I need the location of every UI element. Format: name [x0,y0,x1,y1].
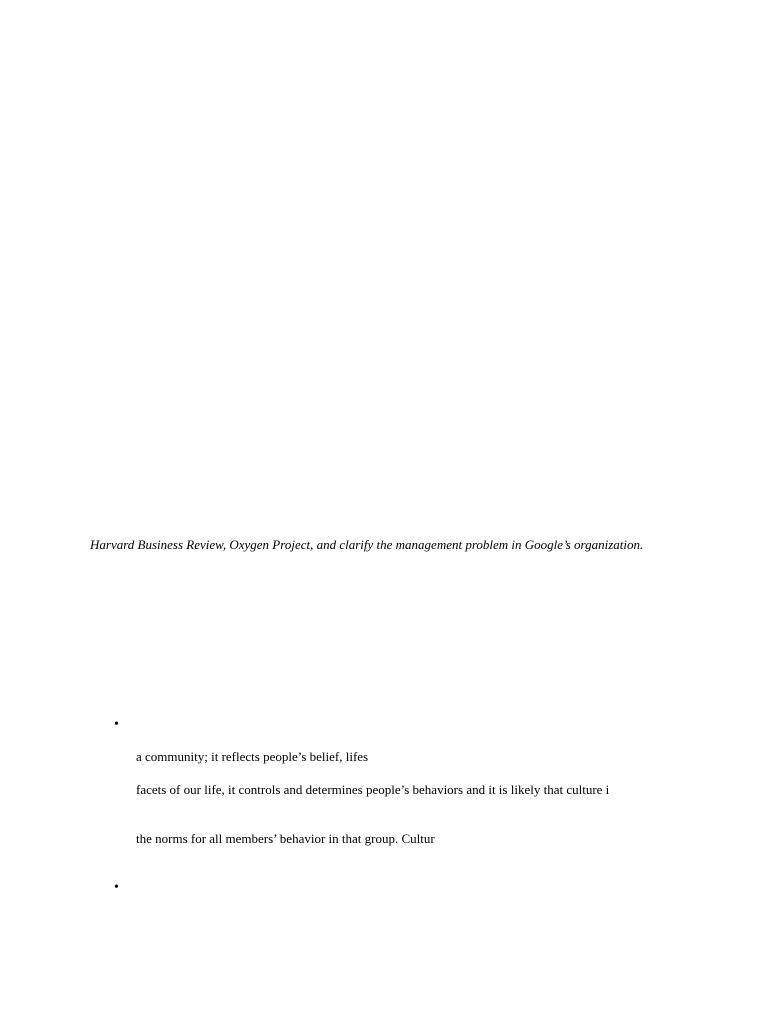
bullet-1-line-3: the norms for all members’ behavior in that group. Cultur [136,831,435,846]
bullet-marker-1: • [114,717,119,732]
bullet-marker-2: • [114,880,119,895]
bullet-1-line-2: facets of our life, it controls and determines people’s behaviors and it is likely that culture i [136,782,610,797]
bullet-1-line-1: a community; it reflects people’s belief, lifes [136,749,369,764]
intro-line: Harvard Business Review, Oxygen Project, and clarify the management problem in Google’s organization. [90,537,644,552]
